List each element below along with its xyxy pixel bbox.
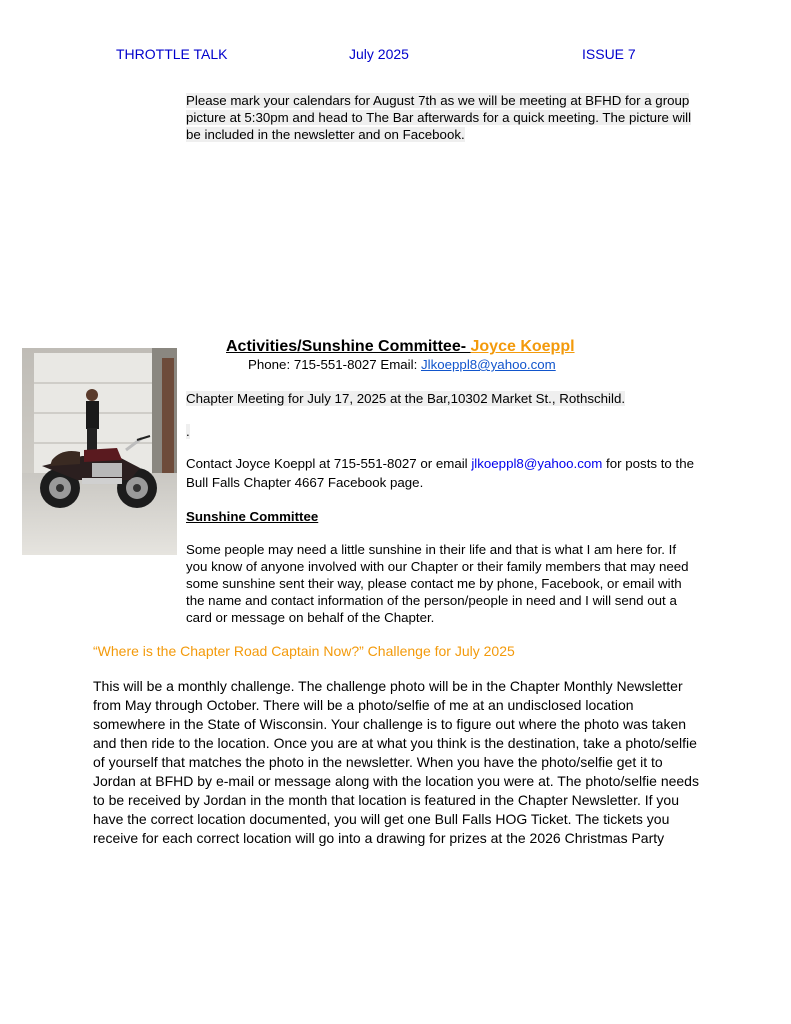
activities-heading <box>226 337 575 356</box>
contact-email-link[interactable]: jlkoeppl8@yahoo.com <box>471 456 603 471</box>
activities-contact-prefix: Phone: 715-551-8027 Email: <box>248 357 421 372</box>
sunshine-heading: Sunshine Committee <box>186 509 319 524</box>
newsletter-date: July 2025 <box>349 46 409 62</box>
contact-text-3: Bull Falls Chapter 4667 Facebook page. <box>186 475 424 490</box>
dot-text: . <box>186 424 190 439</box>
activities-contact-name: Joyce Koeppl <box>470 338 575 355</box>
challenge-heading: “Where is the Chapter Road Captain Now?” Challenge for July 2025 <box>93 643 515 659</box>
motorcycle-photo <box>22 348 177 555</box>
activities-email-link[interactable]: Jlkoeppl8@yahoo.com <box>420 357 556 372</box>
meeting-notice <box>186 92 706 143</box>
challenge-body: This will be a monthly challenge. The challenge photo will be in the Chapter Monthly Newsletter from May through October. There will be a photo/selfie of me at an undisclosed location somewhere in the State of Wisconsin. Your challenge is to figure out where the photo was taken and then ride to the location. Once you are at what you think is the destination, take a photo/selfie of yourself that matches the photo in the newsletter. When you have the photo/selfie get it to Jordan at BFHD by e-mail or message along with the location you were at. The photo/selfie needs to be received by Jordan in the month that location is featured in the Chapter Newsletter. If you have the correct location documented, you will get one Bull Falls HOG Ticket. The tickets you receive for each correct location will go into a drawing for prizes at the 2026 Christmas Party <box>93 678 699 846</box>
motorcycle-photo-image <box>22 348 177 555</box>
contact-text-2: for posts to the <box>602 456 695 471</box>
contact-paragraph <box>186 455 706 491</box>
contact-text-1: Contact Joyce Koeppl at 715-551-8027 or email <box>186 456 472 471</box>
sunshine-text: Some people may need a little sunshine in their life and that is what I am here for. If you know of anyone involved with our Chapter or their family members that may need some sunshine sent their way, please contact me by phone, Facebook, or email with the name and contact information of the person/people in need and I will send out a card or message on behalf of the Chapter. <box>186 542 689 625</box>
newsletter-issue: ISSUE 7 <box>582 46 636 62</box>
activities-contact-line <box>248 356 556 373</box>
dot-line <box>186 423 190 440</box>
meeting-notice-text: Please mark your calendars for August 7th as we will be meeting at BFHD for a group picture at 5:30pm and head to The Bar afterwards for a quick meeting. The picture will be included in the newsletter and on Facebook. <box>186 93 692 142</box>
newsletter-title: THROTTLE TALK <box>116 46 228 62</box>
activities-heading-text: Activities/Sunshine Committee- <box>226 338 471 355</box>
chapter-meeting-line <box>186 390 625 407</box>
chapter-meeting-text: Chapter Meeting for July 17, 2025 at the Bar,10302 Market St., Rothschild. <box>186 391 626 406</box>
